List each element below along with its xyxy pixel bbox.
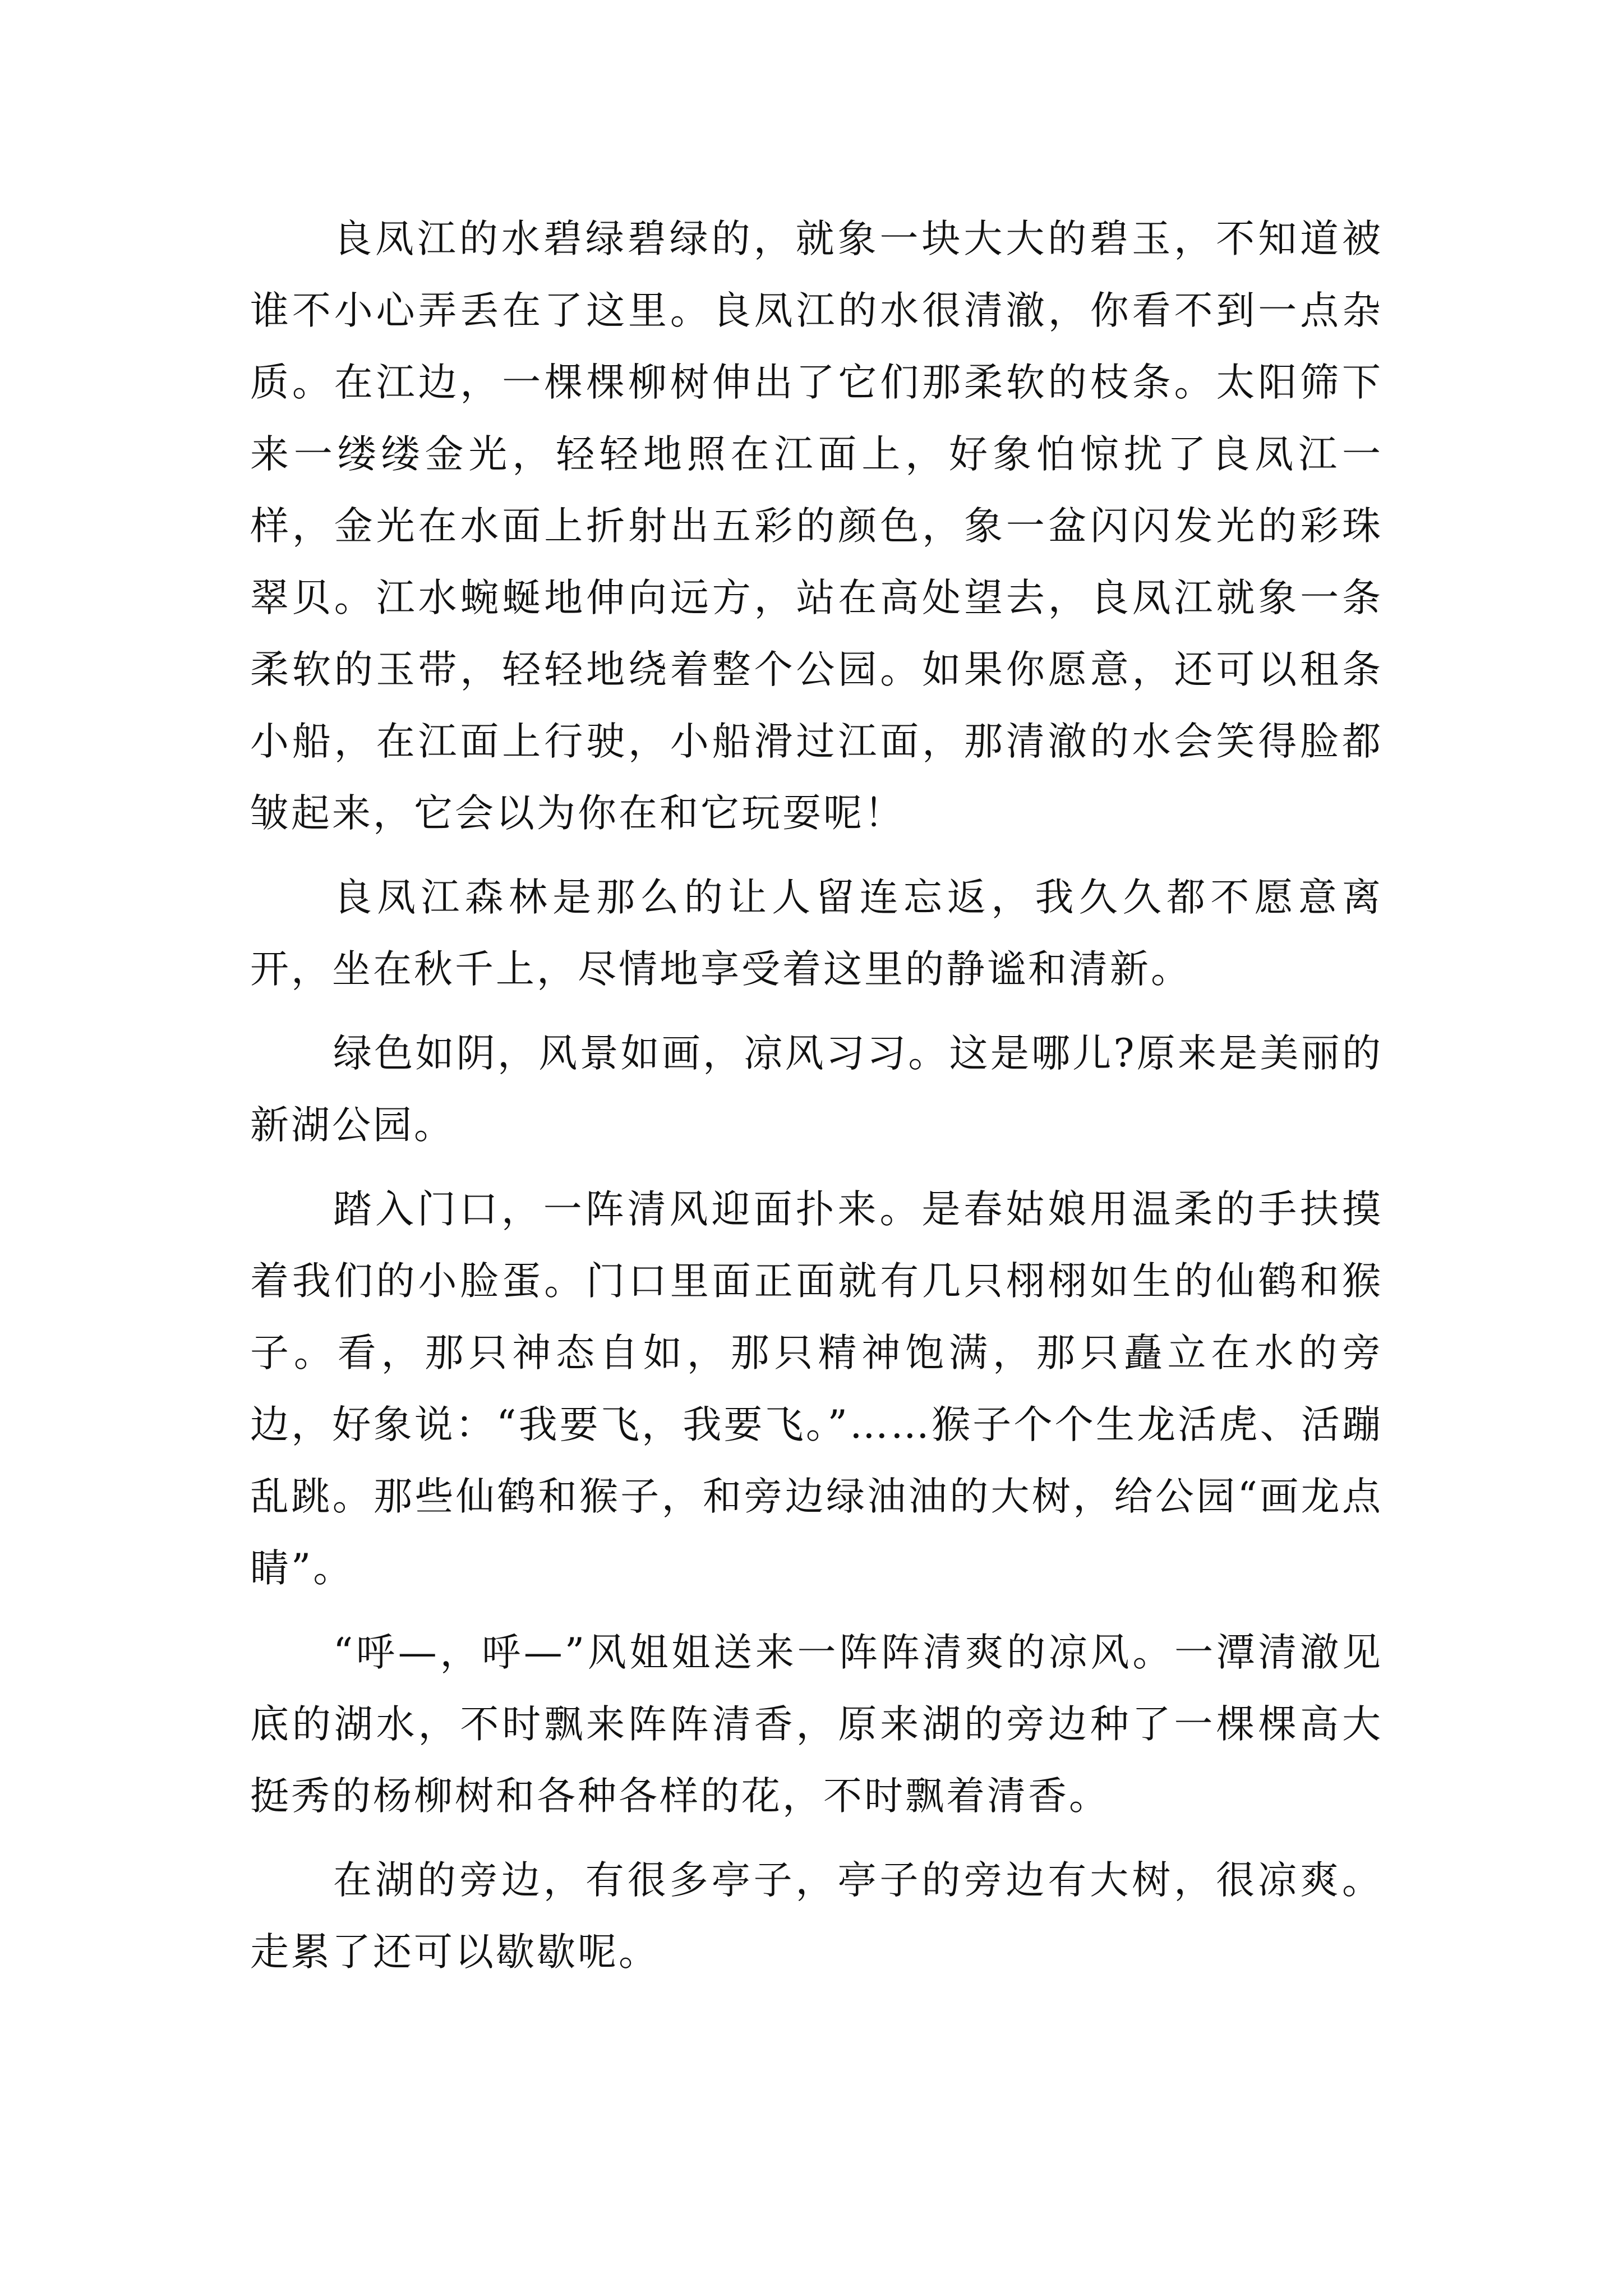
paragraph-3: 绿色如阴，风景如画，凉风习习。这是哪儿?原来是美丽的新湖公园。 xyxy=(250,1031,1383,1148)
paragraph-1: 良凤江的水碧绿碧绿的，就象一块大大的碧玉，不知道被谁不小心弄丢在了这里。良凤江的水很清澈，你看不到一点杂质。在江边，一棵棵柳树伸出了它们那柔软的枝条。太阳筛下来一缕缕金光，轻轻地照在江面上，好象怕惊扰了良凤江一样，金光在水面上折射出五彩的颜色，象一盆闪闪发光的彩珠翠贝。江水蜿蜒地伸向远方，站在高处望去，良凤江就象一条柔软的玉带，轻轻地绕着整个公园。如果你愿意，还可以租条小船，在江面上行驶，小船滑过江面，那清澈的水会笑得脸都皱起来，它会以为你在和它玩耍呢！ xyxy=(250,217,1383,836)
paragraph-4: 踏入门口，一阵清风迎面扑来。是春姑娘用温柔的手扶摸着我们的小脸蛋。门口里面正面就有几只栩栩如生的仙鹤和猴子。看，那只神态自如，那只精神饱满，那只矗立在水的旁边，好象说：“我要飞，我要飞。”……猴子个个生龙活虎、活蹦乱跳。那些仙鹤和猴子，和旁边绿油油的大树，给公园“画龙点睛”。 xyxy=(250,1187,1383,1591)
paragraph-5: “呼—，呼—”风姐姐送来一阵阵清爽的凉风。一潭清澈见底的湖水，不时飘来阵阵清香，原来湖的旁边种了一棵棵高大挺秀的杨柳树和各种各样的花，不时飘着清香。 xyxy=(250,1630,1383,1819)
paragraph-2: 良凤江森林是那么的让人留连忘返，我久久都不愿意离开，坐在秋千上，尽情地享受着这里的静谧和清新。 xyxy=(250,875,1383,992)
document-body xyxy=(250,203,1383,1988)
paragraph-6: 在湖的旁边，有很多亭子，亭子的旁边有大树，很凉爽。走累了还可以歇歇呢。 xyxy=(250,1858,1383,1975)
